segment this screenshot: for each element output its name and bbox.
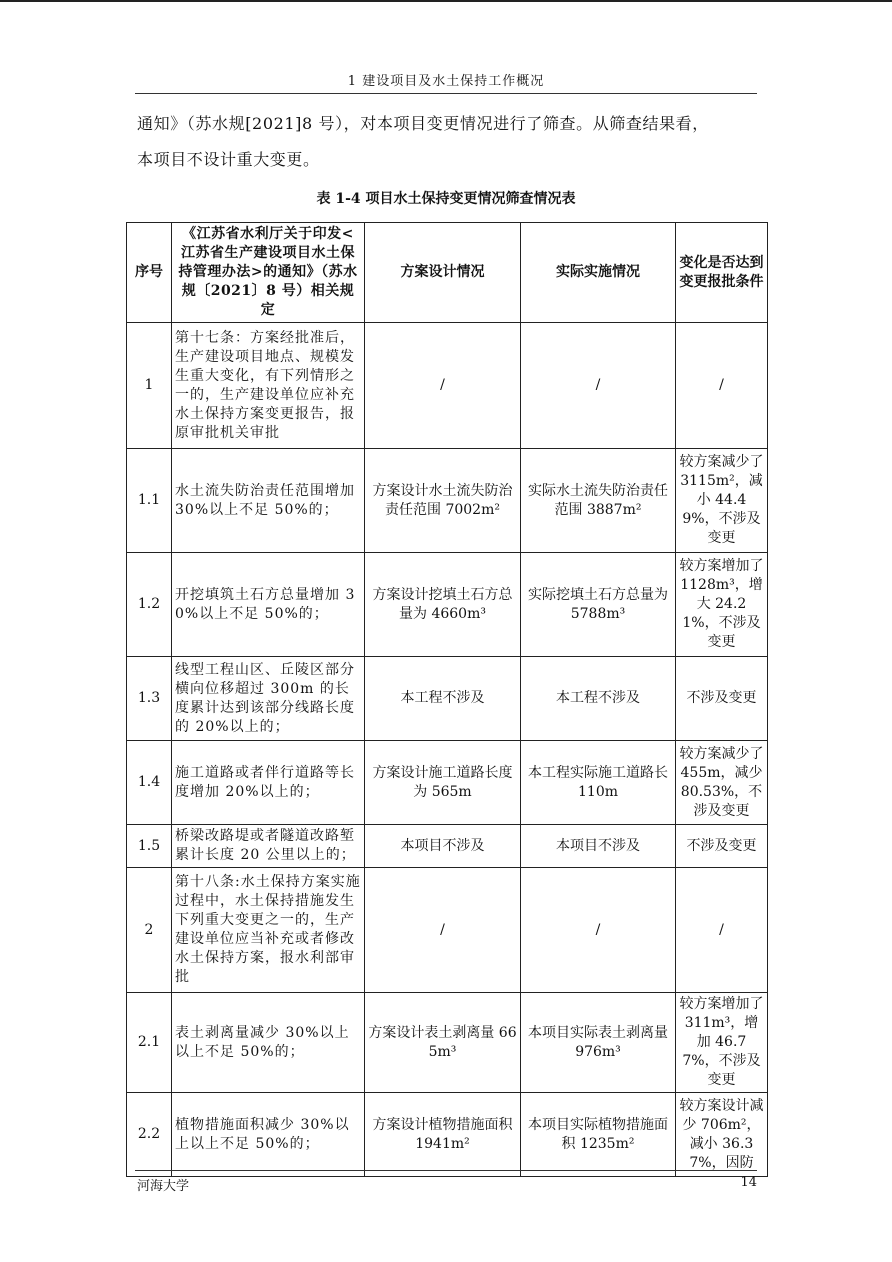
- row-plan: 方案设计植物措施面积 1941m²: [365, 1093, 521, 1177]
- row-no: 2: [127, 868, 172, 993]
- row-plan: 本工程不涉及: [365, 657, 521, 741]
- row-actual: 本工程不涉及: [521, 657, 676, 741]
- table-title: 表 1-4 项目水土保持变更情况筛查情况表: [316, 191, 576, 207]
- row-no: 1.2: [127, 553, 172, 657]
- row-plan: 本项目不涉及: [365, 825, 521, 868]
- row-plan: 方案设计表土剥离量 665m³: [365, 993, 521, 1093]
- table-row: [127, 868, 768, 993]
- row-plan: 方案设计水土流失防治责任范围 7002m²: [365, 449, 521, 553]
- row-rule: 表土剥离量减少 30%以上以上不足 50%的；: [172, 993, 365, 1093]
- intro-paragraph: [137, 106, 759, 178]
- running-header: 1 建设项目及水土保持工作概况: [347, 74, 545, 89]
- header-result: 变化是否达到变更报批条件: [676, 223, 768, 323]
- row-rule: 桥梁改路堤或者隧道改路堑累计长度 20 公里以上的；: [172, 825, 365, 868]
- row-rule: 第十七条：方案经批准后，生产建设项目地点、规模发生重大变化，有下列情形之一的，生产建设单位应补充水土保持方案变更报告，报原审批机关审批: [172, 323, 365, 449]
- header-rule: [135, 93, 757, 94]
- row-actual: 实际水土流失防治责任范围 3887m²: [521, 449, 676, 553]
- header-plan: 方案设计情况: [365, 223, 521, 323]
- row-result: 不涉及变更: [676, 657, 768, 741]
- row-rule: 植物措施面积减少 30%以上以上不足 50%的；: [172, 1093, 365, 1177]
- row-actual: 实际挖填土石方总量为 5788m³: [521, 553, 676, 657]
- row-plan: 方案设计挖填土石方总量为 4660m³: [365, 553, 521, 657]
- intro-line-2: 本项目不设计重大变更。: [137, 150, 320, 169]
- row-rule: 施工道路或者伴行道路等长度增加 20%以上的；: [172, 741, 365, 825]
- row-plan: /: [365, 868, 521, 993]
- row-no: 1: [127, 323, 172, 449]
- row-no: 2.2: [127, 1093, 172, 1177]
- table-row: [127, 741, 768, 825]
- row-actual: /: [521, 868, 676, 993]
- row-actual: 本项目不涉及: [521, 825, 676, 868]
- row-rule: 水土流失防治责任范围增加 30%以上不足 50%的；: [172, 449, 365, 553]
- table-row: [127, 553, 768, 657]
- table-row: [127, 449, 768, 553]
- table-row: [127, 1093, 768, 1177]
- row-plan: /: [365, 323, 521, 449]
- footer-organization: 河海大学: [137, 1179, 190, 1194]
- row-actual: 本项目实际植物措施面积 1235m²: [521, 1093, 676, 1177]
- table-row: [127, 323, 768, 449]
- row-no: 2.1: [127, 993, 172, 1093]
- header-no: 序号: [127, 223, 172, 323]
- row-rule: 线型工程山区、丘陵区部分横向位移超过 300m 的长度累计达到该部分线路长度的 20%以上的；: [172, 657, 365, 741]
- row-result: 不涉及变更: [676, 825, 768, 868]
- row-result: /: [676, 323, 768, 449]
- intro-line-1: 通知》（苏水规[2021]8 号），对本项目变更情况进行了筛查。从筛查结果看，: [137, 114, 709, 133]
- row-no: 1.3: [127, 657, 172, 741]
- row-no: 1.1: [127, 449, 172, 553]
- row-result: 较方案增加了 1128m³，增大 24.21%，不涉及变更: [676, 553, 768, 657]
- row-result: 较方案增加了 311m³，增加 46.77%，不涉及变更: [676, 993, 768, 1093]
- table-row: [127, 993, 768, 1093]
- header-actual: 实际实施情况: [521, 223, 676, 323]
- row-actual: /: [521, 323, 676, 449]
- row-result: 较方案减少了 3115m²，减小 44.49%，不涉及变更: [676, 449, 768, 553]
- row-rule: 开挖填筑土石方总量增加 30%以上不足 50%的；: [172, 553, 365, 657]
- page-number: 14: [740, 1175, 757, 1190]
- table-row: [127, 825, 768, 868]
- footer-rule: [135, 1170, 757, 1171]
- row-actual: 本工程实际施工道路长 110m: [521, 741, 676, 825]
- row-result: 较方案减少了 455m，减少 80.53%，不涉及变更: [676, 741, 768, 825]
- table-header-row: [127, 223, 768, 323]
- table-row: [127, 657, 768, 741]
- top-border-line: [0, 0, 892, 2]
- row-actual: 本项目实际表土剥离量 976m³: [521, 993, 676, 1093]
- header-rule-text: 《江苏省水利厅关于印发<江苏省生产建设项目水土保持管理办法>的通知》（苏水规〔2021〕8 号）相关规定: [172, 223, 365, 323]
- row-no: 1.5: [127, 825, 172, 868]
- row-result: 较方案设计减少 706m²，减小 36.37%，因防: [676, 1093, 768, 1177]
- row-result: /: [676, 868, 768, 993]
- row-no: 1.4: [127, 741, 172, 825]
- row-plan: 方案设计施工道路长度为 565m: [365, 741, 521, 825]
- row-rule: 第十八条:水土保持方案实施过程中，水土保持措施发生下列重大变更之一的，生产建设单位应当补充或者修改水土保持方案，报水利部审批: [172, 868, 365, 993]
- screening-table: [126, 222, 768, 1177]
